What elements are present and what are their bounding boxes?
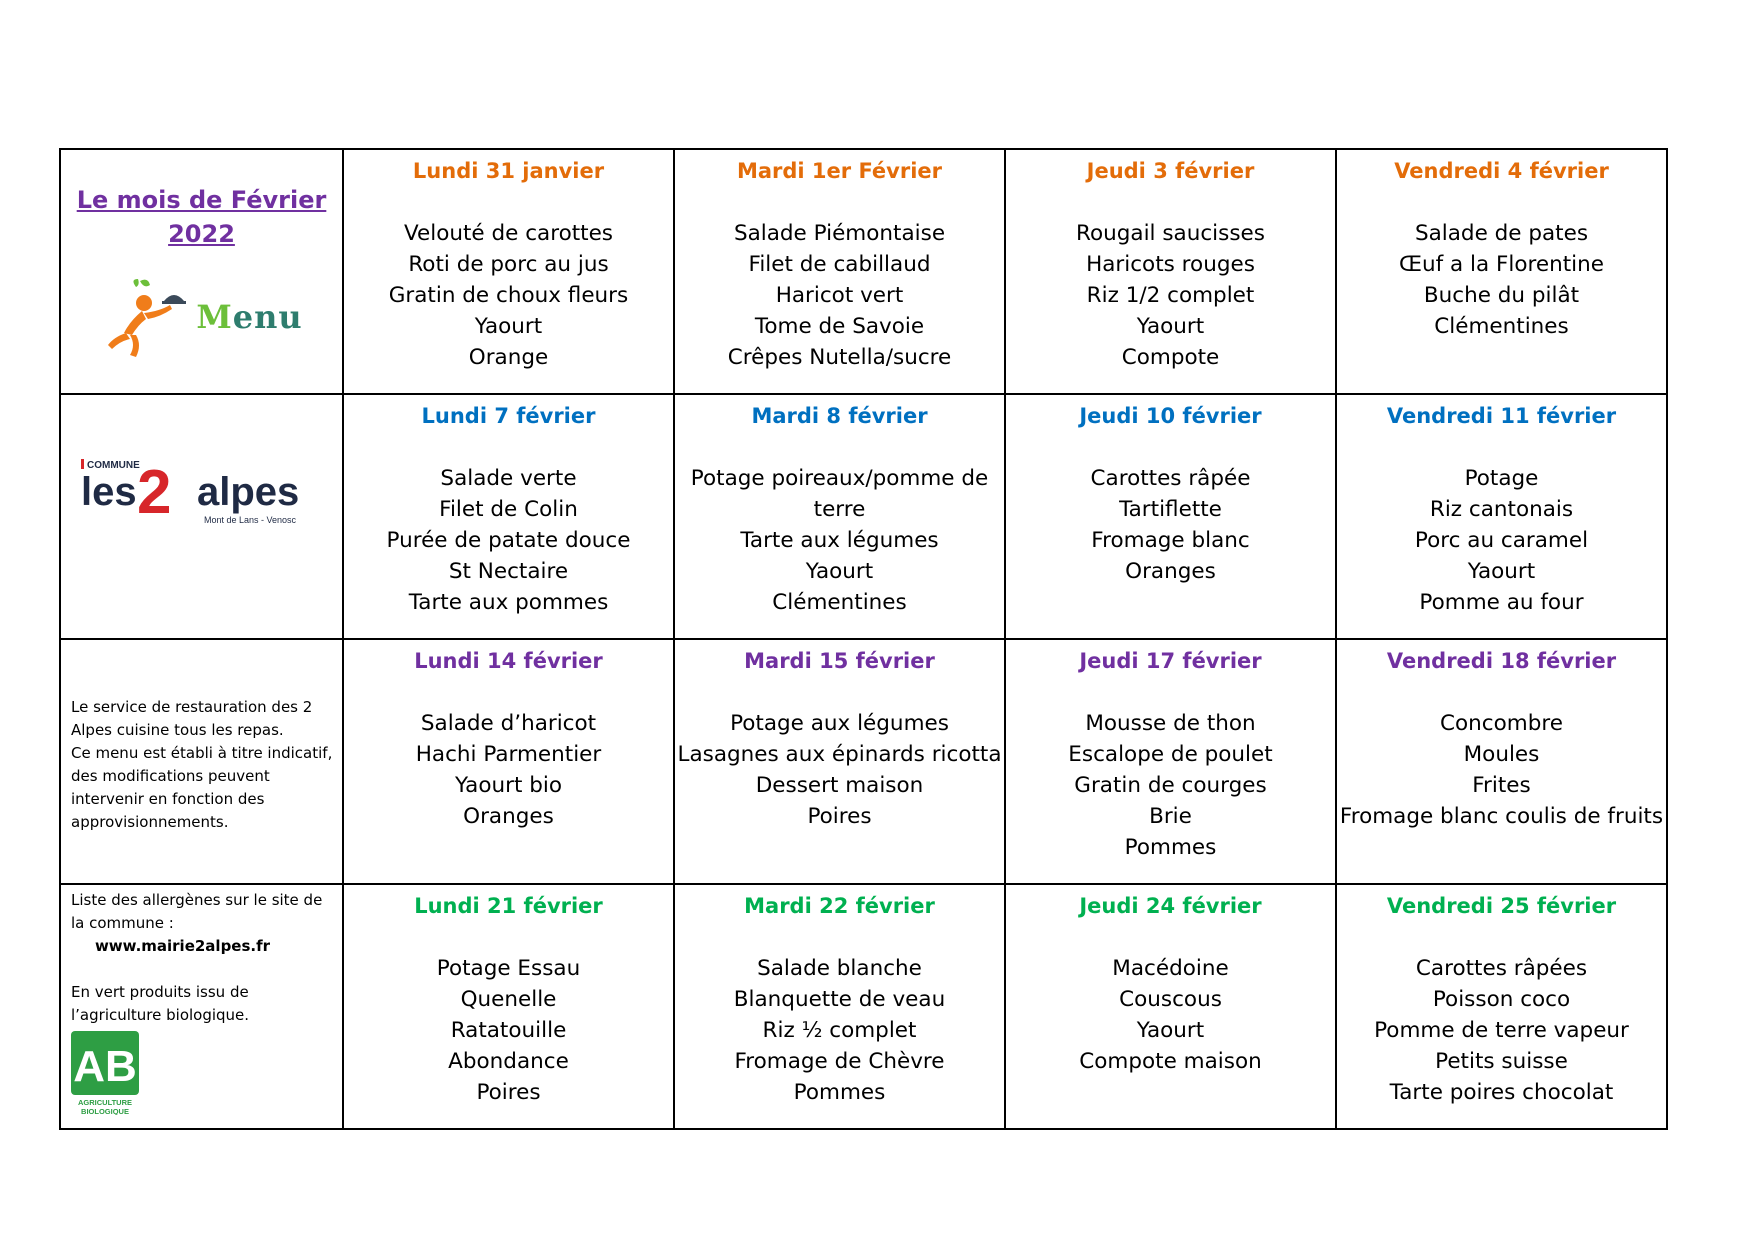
dish-item: Carottes râpées [1415,956,1588,981]
dish-item: Escalope de poulet [1068,742,1273,767]
day-title: Mardi 1er Février [736,159,943,183]
ab-logo-letters: AB [73,1042,137,1091]
ab-logo-caption2: BIOLOGIQUE [81,1107,129,1115]
day-cell [674,884,1005,1129]
dish-item: Clémentines [772,590,907,615]
dish-item: Yaourt [1136,314,1205,339]
dish-item: Moules [1463,742,1540,767]
dish-item: Mousse de thon [1085,711,1256,736]
day-title: Jeudi 24 février [1079,894,1262,918]
service-note-line: Ce menu est établi à titre indicatif, des modifications peuvent intervenir en fonction des approvisionnements. [71,744,333,831]
week-row-3 [60,639,1667,884]
commune-logo-cell [60,394,343,639]
dish-item: Potage aux légumes [730,711,949,736]
allergen-cell [60,884,343,1129]
dish-item: Compote [1121,345,1220,370]
dish-item: Couscous [1119,987,1222,1012]
dish-item: Yaourt bio [454,773,562,798]
dish-item: Fromage blanc [1091,528,1250,553]
day-title: Vendredi 11 février [1386,404,1617,428]
dish-item: St Nectaire [448,559,569,584]
day-title: Mardi 15 février [744,649,935,673]
page-title-line2: 2022 [168,220,235,248]
day-cell [1005,394,1336,639]
website-link[interactable]: www.mairie2alpes.fr [94,937,271,955]
day-cell [343,884,674,1129]
dish-list [344,708,673,832]
service-note-cell [60,639,343,884]
day-title: Mardi 22 février [744,894,935,918]
dish-item: Purée de patate douce [386,528,631,553]
dish-item: Potage Essau [436,956,581,981]
week-row-2 [60,394,1667,639]
dish-item: Yaourt [1136,1018,1205,1043]
dish-item: Potage poireaux/pomme de terre [690,466,989,522]
dish-item: Filet de cabillaud [748,252,931,277]
dish-item: Tarte aux légumes [740,528,939,553]
day-cell [343,639,674,884]
allergen-note [71,889,334,1027]
dish-item: Gratin de choux fleurs [388,283,629,308]
day-cell [343,394,674,639]
dish-item: Carottes râpée [1090,466,1251,491]
day-title: Vendredi 4 février [1394,159,1609,183]
dish-item: Crêpes Nutella/sucre [727,345,952,370]
dish-item: Poires [807,804,872,829]
dish-item: Salade d’haricot [420,711,597,736]
service-note [71,696,334,834]
day-cell [343,149,674,394]
dish-item: Filet de Colin [439,497,578,522]
dish-item: Rougail saucisses [1076,221,1265,246]
commune-logo-left: les [81,470,137,514]
dish-item: Salade verte [440,466,577,491]
dish-item: Blanquette de veau [733,987,946,1012]
page-title-line1: Le mois de Février [76,186,327,214]
dish-item: Oranges [1125,559,1216,584]
day-cell [1336,394,1667,639]
dish-item: Porc au caramel [1414,528,1589,553]
dish-list [1337,218,1666,342]
dish-item: Gratin de courges [1074,773,1267,798]
dish-item: Haricots rouges [1086,252,1255,277]
dish-item: Salade Piémontaise [733,221,946,246]
dish-item: Pomme de terre vapeur [1374,1018,1629,1043]
dish-item: Macédoine [1112,956,1229,981]
dish-list [344,463,673,618]
dish-item: Riz 1/2 complet [1086,283,1255,308]
day-title: Lundi 14 février [414,649,603,673]
dish-item: Concombre [1440,711,1563,736]
dish-item: Roti de porc au jus [408,252,609,277]
dish-item: Oranges [463,804,554,829]
dish-list [675,708,1004,832]
dish-item: Quenelle [460,987,557,1012]
dish-item: Yaourt [1467,559,1536,584]
day-title: Lundi 21 février [414,894,603,918]
dish-item: Hachi Parmentier [415,742,602,767]
dish-list [675,463,1004,618]
waiter-icon [100,275,196,359]
day-cell [1336,884,1667,1129]
dish-item: Fromage de Chèvre [734,1049,945,1074]
dish-item: Dessert maison [755,773,924,798]
week-row-1 [60,149,1667,394]
dish-item: Haricot vert [775,283,904,308]
dish-item: Orange [468,345,549,370]
commune-logo-sub: Mont de Lans - Venosc [204,515,297,525]
dish-item: Poisson coco [1432,987,1571,1012]
dish-list [675,218,1004,373]
dish-list [344,218,673,373]
dish-item: Pomme au four [1419,590,1584,615]
dish-item: Fromage blanc coulis de fruits [1339,804,1664,829]
sidebar-title-cell [60,149,343,394]
dish-item: Compote maison [1079,1049,1262,1074]
day-title: Jeudi 17 février [1079,649,1262,673]
bio-note: En vert produits issu de l’agriculture biologique. [71,983,250,1024]
dish-list [1006,708,1335,863]
dish-item: Velouté de carottes [403,221,614,246]
dish-item: Frites [1472,773,1531,798]
dish-list [1006,463,1335,587]
dish-list [1006,953,1335,1077]
day-cell [1336,149,1667,394]
dish-item: Pommes [793,1080,886,1105]
dish-list [1337,953,1666,1108]
dish-item: Potage [1464,466,1539,491]
week-row-4 [60,884,1667,1129]
allergen-text: Liste des allergènes sur le site de la commune : [71,891,323,932]
dish-item: Buche du pilât [1423,283,1580,308]
day-title: Jeudi 3 février [1086,159,1255,183]
dish-item: Tarte aux pommes [408,590,609,615]
dish-list [1337,463,1666,618]
day-cell [674,394,1005,639]
dish-list [1006,218,1335,373]
day-title: Vendredi 25 février [1386,894,1617,918]
commune-logo-right: alpes [197,470,300,514]
dish-item: Ratatouille [450,1018,567,1043]
dish-list [344,953,673,1108]
day-title: Jeudi 10 février [1079,404,1262,428]
dish-item: Pommes [1124,835,1217,860]
dish-item: Tome de Savoie [754,314,925,339]
dish-item: Lasagnes aux épinards ricotta [677,742,1002,767]
dish-item: Tartiflette [1119,497,1222,522]
dish-item: Riz ½ complet [762,1018,917,1043]
service-note-line: Le service de restauration des 2 Alpes cuisine tous les repas. [71,698,313,739]
day-cell [1005,884,1336,1129]
menu-logo [61,275,342,359]
day-cell [1336,639,1667,884]
ab-logo-caption1: AGRICULTURE [77,1098,133,1107]
page-title [61,183,342,251]
day-title: Mardi 8 février [751,404,928,428]
dish-list [675,953,1004,1108]
day-cell [1005,149,1336,394]
dish-item: Salade de pates [1414,221,1589,246]
menu-logo-text: Menu [196,298,303,336]
day-cell [1005,639,1336,884]
dish-item: Abondance [448,1049,569,1074]
day-cell [674,149,1005,394]
dish-item: Riz cantonais [1429,497,1574,522]
dish-item: Petits suisse [1435,1049,1568,1074]
day-title: Lundi 7 février [421,404,596,428]
dish-item: Salade blanche [757,956,922,981]
dish-list [1337,708,1666,832]
commune-logo [79,455,319,545]
day-title: Vendredi 18 février [1386,649,1617,673]
day-title: Lundi 31 janvier [412,159,605,183]
dish-item: Brie [1149,804,1192,829]
dish-item: Yaourt [805,559,874,584]
commune-logo-num: 2 [137,458,172,527]
day-cell [674,639,1005,884]
commune-logo-small: COMMUNE [87,460,140,471]
dish-item: Yaourt [474,314,543,339]
menu-table [59,148,1668,1130]
dish-item: Clémentines [1434,314,1569,339]
dish-item: Œuf a la Florentine [1399,252,1604,277]
dish-item: Poires [476,1080,541,1105]
ab-bio-logo [71,1031,139,1115]
dish-item: Tarte poires chocolat [1389,1080,1614,1105]
